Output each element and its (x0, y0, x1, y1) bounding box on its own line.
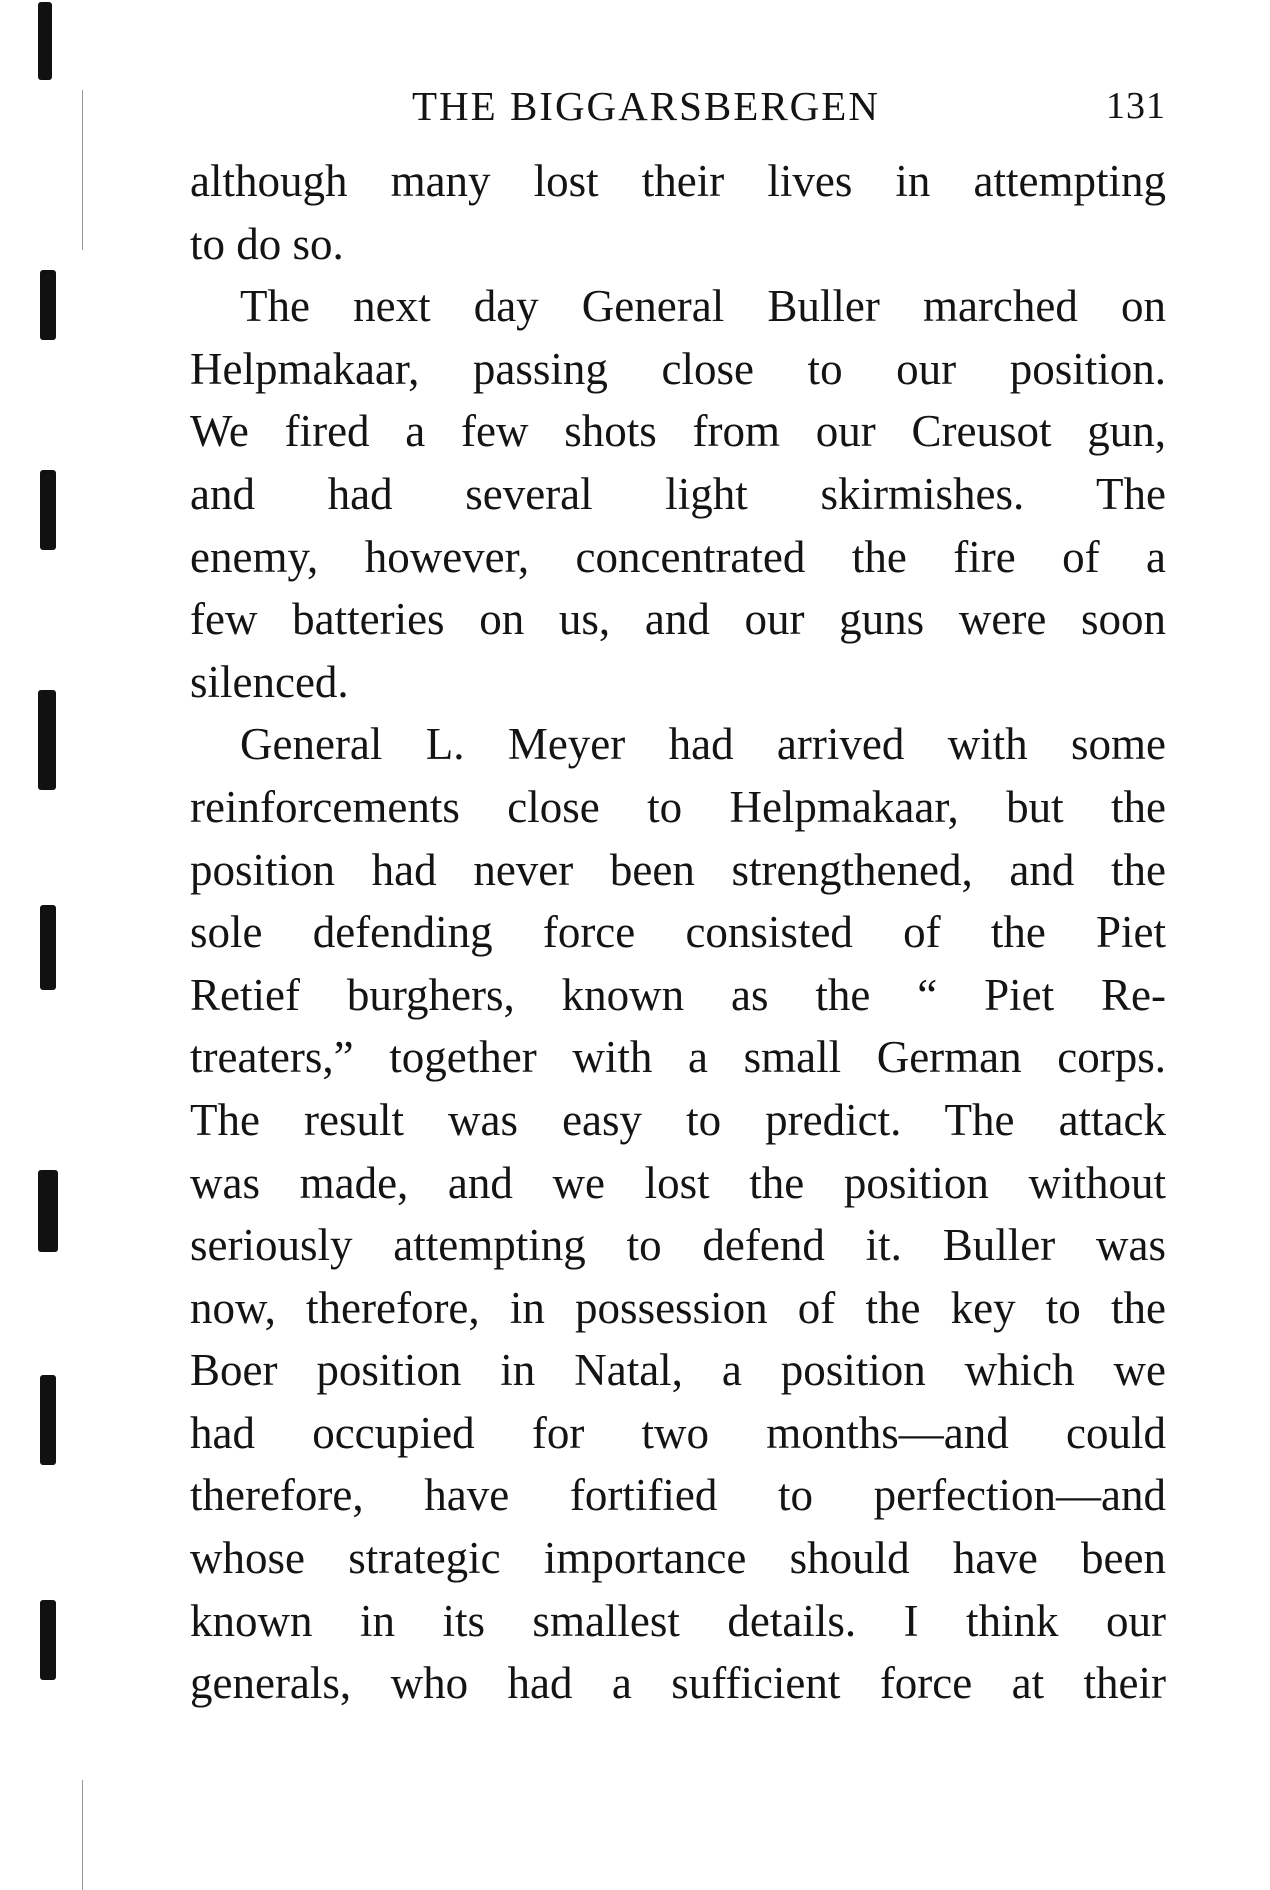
text-line: Retief burghers, known as the “ Piet Re- (190, 969, 1166, 1020)
text-line: whose strategic importance should have been (190, 1533, 1166, 1584)
text-line: was made, and we lost the position without (190, 1157, 1166, 1208)
text-line: therefore, have fortified to perfection—and (190, 1470, 1166, 1521)
text-line: General L. Meyer had arrived with some (240, 719, 1166, 770)
text-line: silenced. (190, 656, 349, 707)
text-line: and had several light skirmishes. The (190, 468, 1166, 519)
text-line: enemy, however, concentrated the fire of a (190, 531, 1166, 582)
page-number: 131 (1106, 85, 1166, 127)
text-line: had occupied for two months—and could (190, 1407, 1166, 1458)
text-line: sole defending force consisted of the Piet (190, 907, 1166, 958)
text-line: We fired a few shots from our Creusot gun, (190, 406, 1166, 457)
binding-rule (82, 90, 83, 250)
text-line: few batteries on us, and our guns were soon (190, 594, 1166, 645)
text-line: known in its smallest details. I think our (190, 1595, 1166, 1646)
text-line: The result was easy to predict. The attack (190, 1094, 1166, 1145)
text-line: Helpmakaar, passing close to our position. (190, 343, 1166, 394)
binding-edge (30, 0, 110, 1890)
binding-mark (38, 1170, 58, 1252)
binding-mark (40, 270, 56, 340)
text-line: The next day General Buller marched on (240, 281, 1166, 332)
text-line: treaters,” together with a small German corps. (190, 1032, 1166, 1083)
text-line: seriously attempting to defend it. Buller was (190, 1220, 1166, 1271)
text-line: to do so. (190, 218, 344, 269)
text-line: reinforcements close to Helpmakaar, but the (190, 781, 1166, 832)
text-line: now, therefore, in possession of the key to the (190, 1282, 1166, 1333)
text-line: although many lost their lives in attempting (190, 156, 1166, 206)
page-header (190, 82, 1166, 132)
text-line: position had never been strengthened, and the (190, 844, 1166, 895)
running-title: THE BIGGARSBERGEN (412, 83, 880, 129)
text-line: generals, who had a sufficient force at their (190, 1658, 1166, 1709)
binding-mark (40, 1600, 56, 1680)
binding-mark (40, 1375, 56, 1465)
binding-mark (40, 905, 56, 990)
text-line: Boer position in Natal, a position which we (190, 1345, 1166, 1396)
binding-mark (38, 690, 56, 790)
body-text (190, 150, 1166, 1715)
binding-mark (40, 470, 56, 550)
binding-mark (38, 2, 52, 80)
binding-rule (82, 1780, 83, 1890)
